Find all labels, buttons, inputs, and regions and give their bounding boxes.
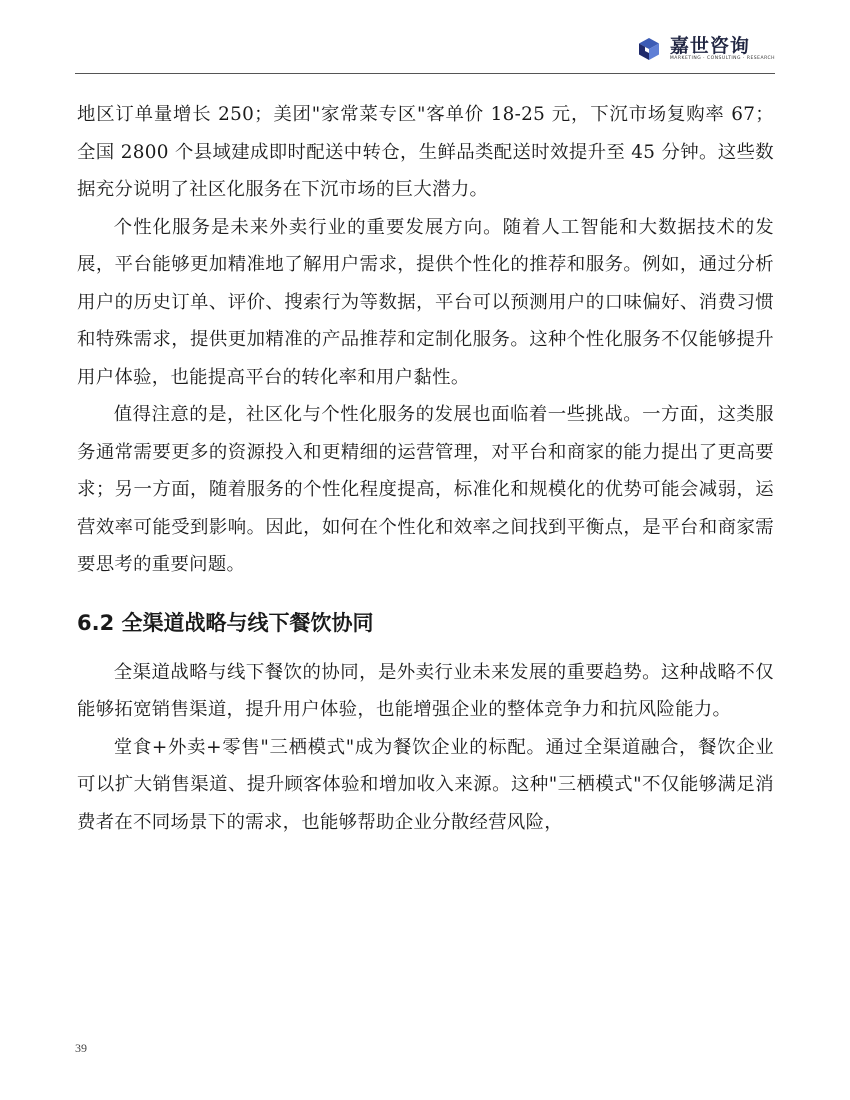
brand-name: 嘉世咨询 <box>669 35 750 57</box>
brand-text <box>670 36 775 62</box>
brand-logo <box>636 34 775 64</box>
page-header <box>75 0 775 74</box>
body-paragraph: 值得注意的是，社区化与个性化服务的发展也面临着一些挑战。一方面，这类服务通常需要更多的资源投入和更精细的运营管理，对平台和商家的能力提出了更高要求；另一方面，随着服务的个性化程度提高，标准化和规模化的优势可能会减弱，运营效率可能受到影响。因此，如何在个性化和效率之间找到平衡点，是平台和商家需要思考的重要问题。 <box>77 404 774 575</box>
document-body <box>77 96 774 841</box>
section-heading: 6.2 全渠道战略与线下餐饮协同 <box>77 610 374 635</box>
body-paragraph: 地区订单量增长 250；美团"家常菜专区"客单价 18-25 元，下沉市场复购率 67；全国 2800 个县域建成即时配送中转仓，生鲜品类配送时效提升至 45 分钟。这些数据充分说明了社区化服务在下沉市场的巨大潜力。 <box>77 104 774 200</box>
body-paragraph: 堂食+外卖+零售"三栖模式"成为餐饮企业的标配。通过全渠道融合，餐饮企业可以扩大销售渠道、提升顾客体验和增加收入来源。这种"三栖模式"不仅能够满足消费者在不同场景下的需求，也能够帮助企业分散经营风险， <box>77 736 774 833</box>
body-paragraph: 全渠道战略与线下餐饮的协同，是外卖行业未来发展的重要趋势。这种战略不仅能够拓宽销售渠道，提升用户体验，也能增强企业的整体竞争力和抗风险能力。 <box>77 661 774 720</box>
page-number: 39 <box>75 1041 87 1055</box>
cube-logo-icon <box>636 36 662 62</box>
body-paragraph: 个性化服务是未来外卖行业的重要发展方向。随着人工智能和大数据技术的发展，平台能够更加精准地了解用户需求，提供个性化的推荐和服务。例如，通过分析用户的历史订单、评价、搜索行为等数据，平台可以预测用户的口味偏好、消费习惯和特殊需求，提供更加精准的产品推荐和定制化服务。这种个性化服务不仅能够提升用户体验，也能提高平台的转化率和用户黏性。 <box>77 216 774 388</box>
brand-tagline: MARKETING · CONSULTING · RESEARCH <box>669 56 775 61</box>
header-divider <box>75 73 775 74</box>
